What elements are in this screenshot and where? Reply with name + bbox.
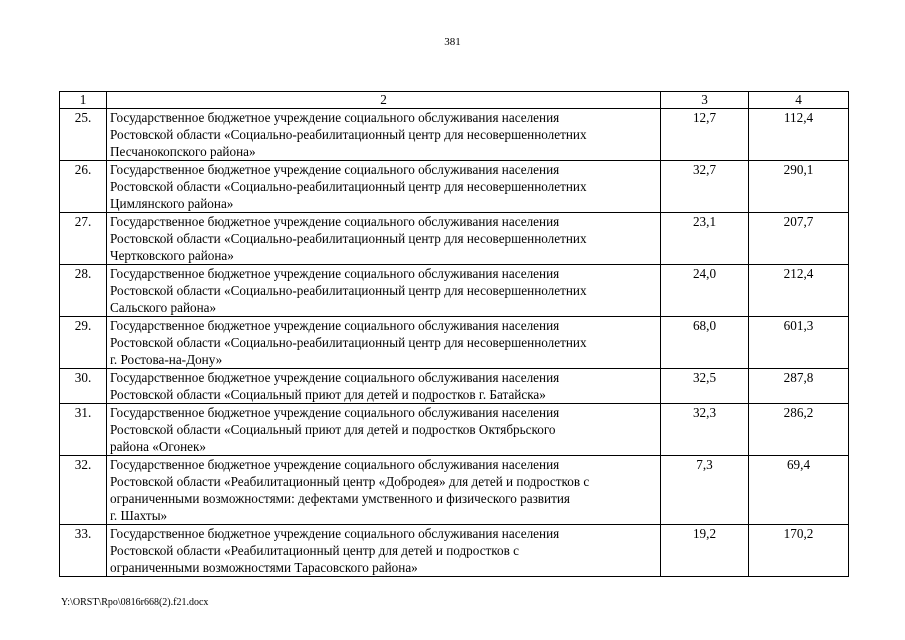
table-header-row: [60, 92, 849, 109]
table-row: [60, 525, 849, 577]
value-col3: 32,7: [661, 161, 749, 213]
row-number: 28.: [60, 265, 107, 317]
value-col4: 287,8: [749, 369, 849, 404]
document-table: [59, 91, 849, 577]
row-number: 26.: [60, 161, 107, 213]
value-col4: 212,4: [749, 265, 849, 317]
value-col4: 286,2: [749, 404, 849, 456]
table-row: [60, 213, 849, 265]
row-number: 29.: [60, 317, 107, 369]
column-header-4: 4: [749, 92, 849, 109]
table-row: [60, 265, 849, 317]
table-row: [60, 456, 849, 525]
value-col3: 32,5: [661, 369, 749, 404]
page-number: 381: [444, 36, 461, 48]
institution-name: Государственное бюджетное учреждение социального обслуживания населения Ростовской области «Социально-реабилитационный центр для несовершеннолетних г. Ростова-на-Дону»: [107, 317, 661, 369]
institution-name: Государственное бюджетное учреждение социального обслуживания населения Ростовской области «Социальный приют для детей и подростков Октябрьского района «Огонек»: [107, 404, 661, 456]
value-col3: 12,7: [661, 109, 749, 161]
column-header-2: 2: [107, 92, 661, 109]
institution-name: Государственное бюджетное учреждение социального обслуживания населения Ростовской области «Социальный приют для детей и подростков г. Батайска»: [107, 369, 661, 404]
value-col4: 170,2: [749, 525, 849, 577]
value-col3: 7,3: [661, 456, 749, 525]
table-row: [60, 317, 849, 369]
value-col3: 32,3: [661, 404, 749, 456]
row-number: 27.: [60, 213, 107, 265]
row-number: 32.: [60, 456, 107, 525]
value-col3: 23,1: [661, 213, 749, 265]
institution-name: Государственное бюджетное учреждение социального обслуживания населения Ростовской области «Социально-реабилитационный центр для несовершеннолетних Чертковского района»: [107, 213, 661, 265]
row-number: 25.: [60, 109, 107, 161]
footer-file-path: Y:\ORST\Rpo\0816r668(2).f21.docx: [61, 597, 209, 608]
institution-name: Государственное бюджетное учреждение социального обслуживания населения Ростовской области «Социально-реабилитационный центр для несовершеннолетних Сальского района»: [107, 265, 661, 317]
institution-name: Государственное бюджетное учреждение социального обслуживания населения Ростовской области «Социально-реабилитационный центр для несовершеннолетних Песчанокопского района»: [107, 109, 661, 161]
value-col4: 112,4: [749, 109, 849, 161]
value-col4: 290,1: [749, 161, 849, 213]
institution-name: Государственное бюджетное учреждение социального обслуживания населения Ростовской области «Реабилитационный центр для детей и подростков с ограниченными возможностями Тарасовского района»: [107, 525, 661, 577]
value-col4: 69,4: [749, 456, 849, 525]
institution-name: Государственное бюджетное учреждение социального обслуживания населения Ростовской области «Реабилитационный центр «Добродея» для детей и подростков с ограниченными возможностями: дефектами умственного и физического развития г. Шахты»: [107, 456, 661, 525]
value-col3: 24,0: [661, 265, 749, 317]
column-header-3: 3: [661, 92, 749, 109]
value-col4: 601,3: [749, 317, 849, 369]
table-row: [60, 369, 849, 404]
value-col4: 207,7: [749, 213, 849, 265]
row-number: 33.: [60, 525, 107, 577]
table-row: [60, 404, 849, 456]
row-number: 31.: [60, 404, 107, 456]
row-number: 30.: [60, 369, 107, 404]
value-col3: 19,2: [661, 525, 749, 577]
table-row: [60, 109, 849, 161]
column-header-1: 1: [60, 92, 107, 109]
table-row: [60, 161, 849, 213]
institution-name: Государственное бюджетное учреждение социального обслуживания населения Ростовской области «Социально-реабилитационный центр для несовершеннолетних Цимлянского района»: [107, 161, 661, 213]
value-col3: 68,0: [661, 317, 749, 369]
